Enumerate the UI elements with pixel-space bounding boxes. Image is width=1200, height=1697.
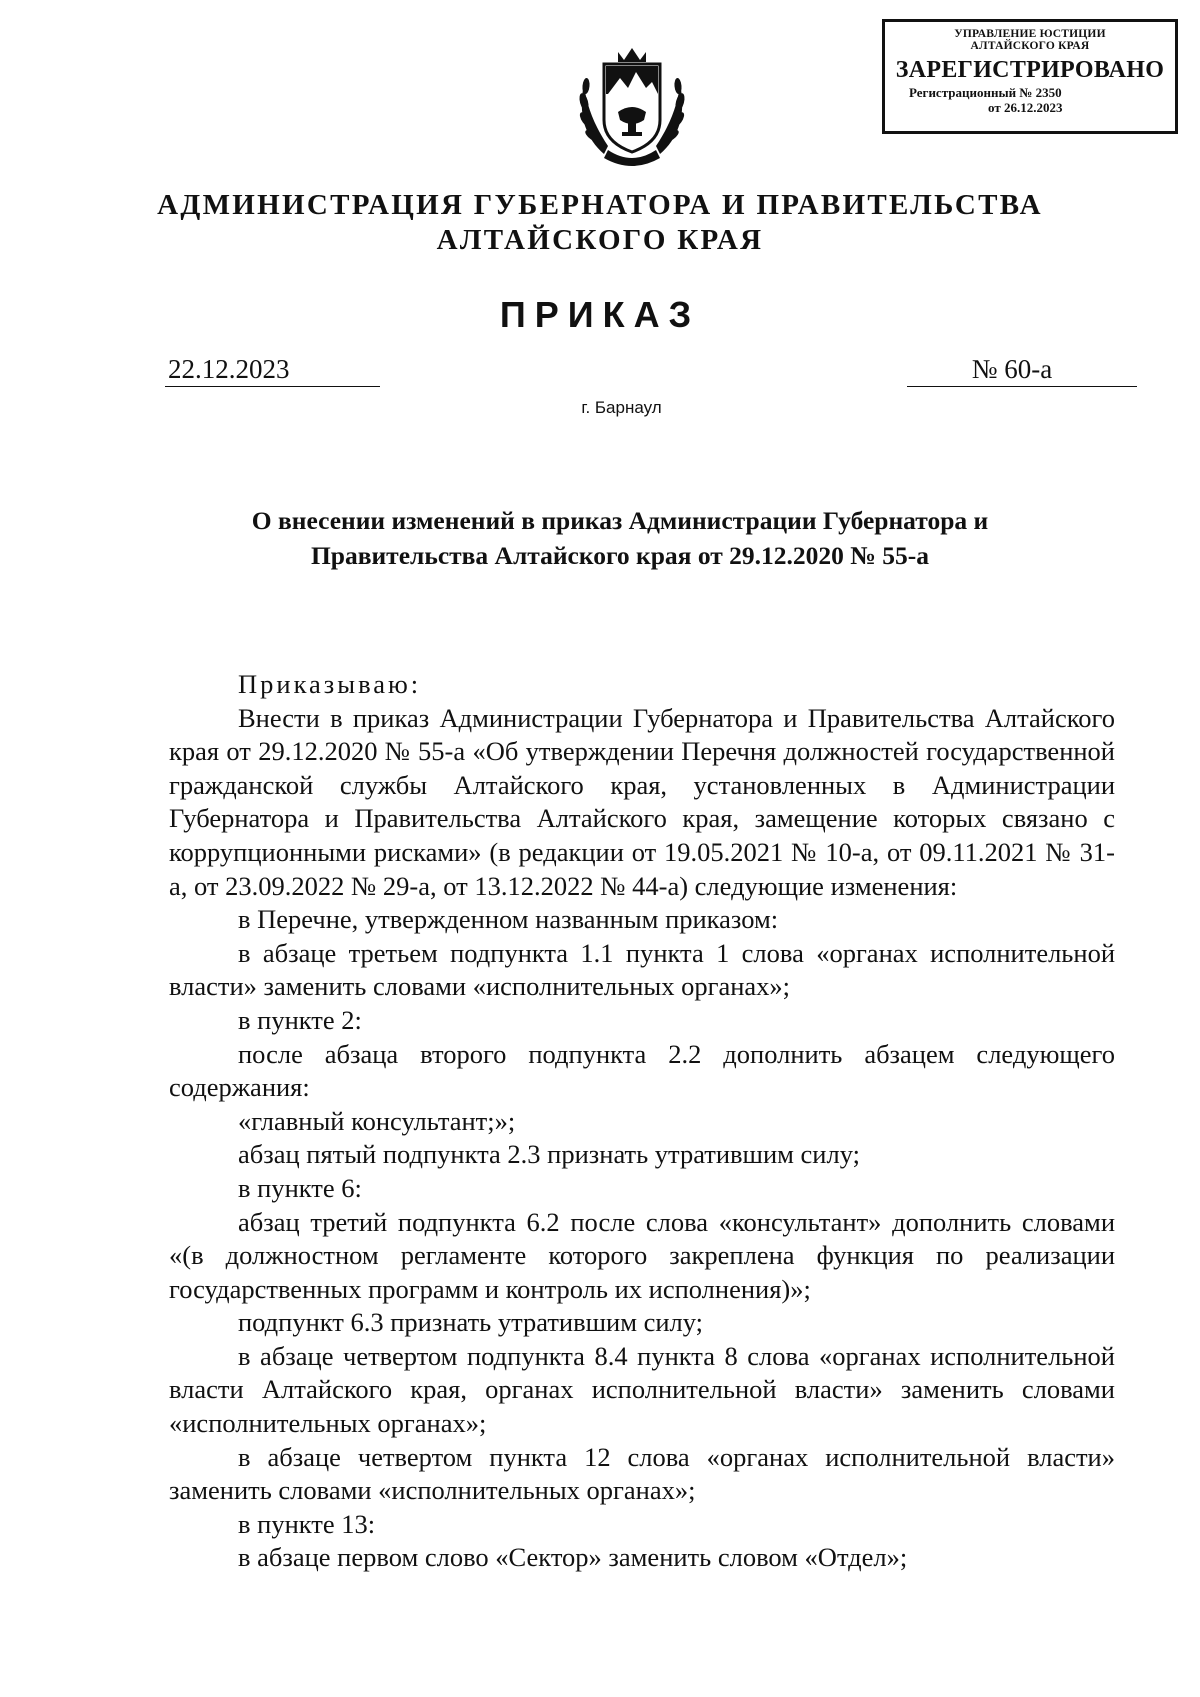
document-title — [0, 503, 1200, 573]
document-title-line2: Правительства Алтайского края от 29.12.2020 № 55-а — [310, 541, 930, 570]
coat-of-arms-icon — [574, 42, 690, 172]
document-date: 22.12.2023 — [165, 352, 380, 387]
body-paragraph: в Перечне, утвержденном названным приказом: — [238, 904, 779, 935]
body-paragraph: в абзаце первом слово «Сектор» заменить словом «Отдел»; — [238, 1542, 908, 1573]
stamp-status: ЗАРЕГИСТРИРОВАНО — [895, 57, 1165, 83]
stamp-registration-number: Регистрационный № 2350 — [909, 85, 1062, 100]
body-paragraph: подпункт 6.3 признать утратившим силу; — [238, 1307, 704, 1338]
body-paragraph: в абзаце третьем подпункта 1.1 пункта 1 слова «органах исполнительной власти» заменить словами «исполнительных органах»; — [169, 937, 1115, 1002]
document-city: г. Барнаул — [581, 398, 662, 417]
document-title-line1: О внесении изменений в приказ Администрации Губернатора и — [251, 506, 989, 535]
body-paragraph: после абзаца второго подпункта 2.2 дополнить абзацем следующего содержания: — [169, 1038, 1115, 1103]
body-paragraph: в абзаце четвертом подпункта 8.4 пункта 8 слова «органах исполнительной власти Алтайского края, органах исполнительной власти» заменить словами «исполнительных органах»; — [169, 1340, 1115, 1439]
stamp-date: от 26.12.2023 — [988, 100, 1063, 115]
order-word — [169, 668, 1115, 702]
organization-name-line1: АДМИНИСТРАЦИЯ ГУБЕРНАТОРА И ПРАВИТЕЛЬСТВА — [157, 189, 1043, 221]
document-number — [907, 352, 1137, 387]
body-paragraph: в пункте 6: — [238, 1172, 362, 1203]
body-paragraph: абзац пятый подпункта 2.3 признать утратившим силу; — [238, 1139, 860, 1170]
body-paragraph: Внести в приказ Администрации Губернатора и Правительства Алтайского края от 29.12.2020 № 55-а «Об утверждении Перечня должностей государственной гражданской службы Алтайского края, установленных в Администрации Губернатора и Правительства Алтайского края, замещение которых связано с коррупционными рисками» (в редакции от 19.05.2021 № 10-а, от 09.11.2021 № 31-а, от 23.09.2022 № 29-а, от 13.12.2022 № 44-а) следующие изменения: — [169, 702, 1115, 901]
order-word-text: Приказываю: — [238, 669, 422, 699]
organization-name-line2: АЛТАЙСКОГО КРАЯ — [436, 224, 764, 256]
stamp-authority-line1: УПРАВЛЕНИЕ ЮСТИЦИИ — [954, 28, 1106, 40]
stamp-authority-line2: АЛТАЙСКОГО КРАЯ — [970, 40, 1090, 52]
body-paragraph: «главный консультант;»; — [238, 1105, 516, 1136]
body-paragraph: в пункте 2: — [238, 1004, 362, 1035]
body-paragraph: в пункте 13: — [238, 1508, 376, 1539]
body-paragraph: абзац третий подпункта 6.2 после слова «консультант» дополнить словами «(в должностном регламенте которого закреплена функция по реализации государственных программ и контроль их исполнения)»; — [169, 1206, 1115, 1304]
registration-stamp — [882, 19, 1178, 134]
body-paragraph: в абзаце четвертом пункта 12 слова «органах исполнительной власти» заменить словами «исполнительных органах»; — [169, 1441, 1115, 1506]
document-type: ПРИКАЗ — [499, 294, 701, 335]
document-body — [169, 668, 1115, 1575]
document-number-text: № 60-а — [971, 354, 1053, 384]
